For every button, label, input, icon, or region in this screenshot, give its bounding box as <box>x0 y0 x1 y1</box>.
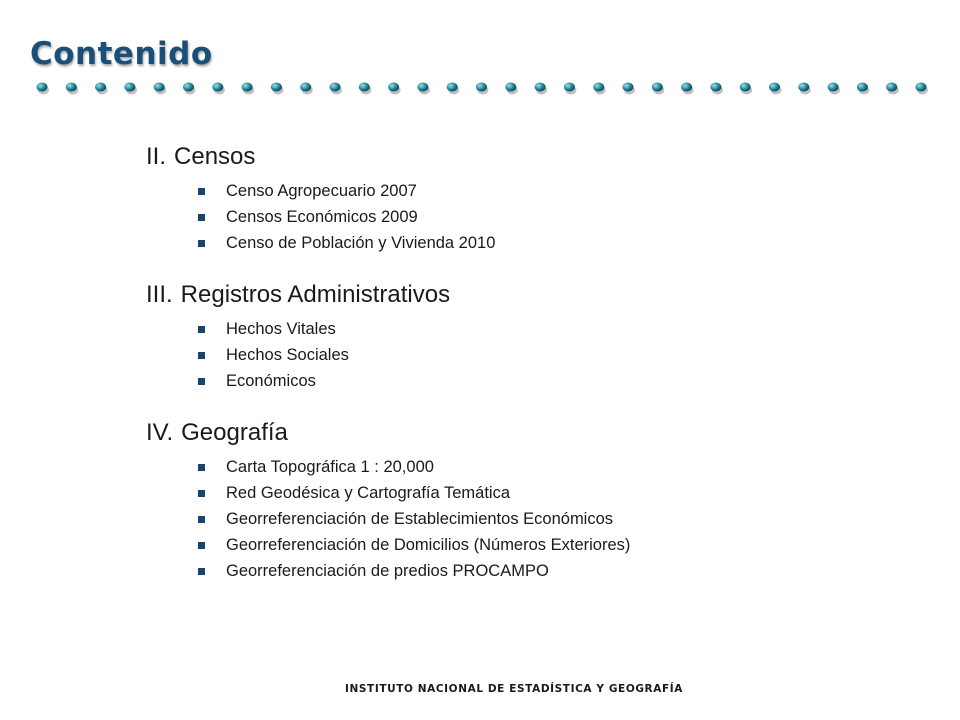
divider-dot <box>857 83 868 92</box>
list-item-text: Georreferenciación de predios PROCAMPO <box>226 562 549 580</box>
divider-dot <box>916 83 927 92</box>
divider-dot <box>681 83 692 92</box>
divider-dot <box>564 83 575 92</box>
divider-dot <box>124 83 135 92</box>
section-geografia <box>146 416 906 584</box>
list-item-text: Económicos <box>226 372 316 390</box>
square-bullet-icon <box>198 188 205 195</box>
divider-dot <box>535 83 546 92</box>
dotted-divider <box>32 78 932 98</box>
divider-dot <box>183 83 194 92</box>
square-bullet-icon <box>198 378 205 385</box>
list-item <box>198 454 906 480</box>
divider-dot <box>271 83 282 92</box>
divider-dot <box>154 83 165 92</box>
square-bullet-icon <box>198 352 205 359</box>
section-heading <box>146 416 906 450</box>
divider-dot <box>66 83 77 92</box>
bullet-list <box>146 454 906 584</box>
square-bullet-icon <box>198 214 205 221</box>
square-bullet-icon <box>198 326 205 333</box>
list-item <box>198 178 906 204</box>
divider-dot <box>476 83 487 92</box>
divider-dot <box>300 83 311 92</box>
list-item-text: Red Geodésica y Cartografía Temática <box>226 484 511 502</box>
divider-dot <box>212 83 223 92</box>
bullet-list <box>146 178 906 256</box>
divider-dot <box>37 83 48 92</box>
section-title: Registros Administrativos <box>180 281 451 308</box>
divider-dot <box>95 83 106 92</box>
list-item <box>198 342 906 368</box>
list-item-text: Carta Topográfica 1 : 20,000 <box>226 458 434 476</box>
divider-dot <box>242 83 253 92</box>
section-registros <box>146 278 906 394</box>
divider-dot <box>652 83 663 92</box>
square-bullet-icon <box>198 516 205 523</box>
divider-dot <box>623 83 634 92</box>
list-item <box>198 480 906 506</box>
divider-dot <box>417 83 428 92</box>
list-item <box>198 230 906 256</box>
list-item-text: Hechos Sociales <box>226 346 349 364</box>
divider-dot <box>330 83 341 92</box>
list-item <box>198 368 906 394</box>
list-item <box>198 532 906 558</box>
square-bullet-icon <box>198 542 205 549</box>
list-item-text: Censo de Población y Vivienda 2010 <box>226 234 496 252</box>
content-outline <box>146 140 906 606</box>
list-item-text: Censo Agropecuario 2007 <box>226 182 417 200</box>
section-number: II. <box>146 143 167 170</box>
bullet-list <box>146 316 906 394</box>
section-number: III. <box>146 281 173 308</box>
square-bullet-icon <box>198 240 205 247</box>
list-item <box>198 506 906 532</box>
divider-dot <box>886 83 897 92</box>
section-number: IV. <box>146 419 174 446</box>
list-item-text: Georreferenciación de Establecimientos Económicos <box>226 510 614 528</box>
divider-dot <box>710 83 721 92</box>
slide-title: Contenido <box>30 36 213 72</box>
institution-footer: INSTITUTO NACIONAL DE ESTADÍSTICA Y GEOGRAFÍA <box>345 683 683 695</box>
divider-dot <box>798 83 809 92</box>
square-bullet-icon <box>198 464 205 471</box>
section-heading <box>146 140 906 174</box>
divider-dot <box>388 83 399 92</box>
list-item <box>198 204 906 230</box>
divider-dot <box>359 83 370 92</box>
list-item-text: Censos Económicos 2009 <box>226 208 418 226</box>
divider-dot <box>593 83 604 92</box>
divider-dot <box>740 83 751 92</box>
divider-dot <box>447 83 458 92</box>
section-title: Geografía <box>181 419 288 446</box>
list-item <box>198 316 906 342</box>
section-censos <box>146 140 906 256</box>
divider-dot <box>769 83 780 92</box>
divider-dot <box>505 83 516 92</box>
list-item-text: Hechos Vitales <box>226 320 336 338</box>
list-item <box>198 558 906 584</box>
list-item-text: Georreferenciación de Domicilios (Números Exteriores) <box>226 536 631 554</box>
divider-dot <box>828 83 839 92</box>
section-heading <box>146 278 906 312</box>
square-bullet-icon <box>198 490 205 497</box>
section-title: Censos <box>174 143 256 170</box>
square-bullet-icon <box>198 568 205 575</box>
